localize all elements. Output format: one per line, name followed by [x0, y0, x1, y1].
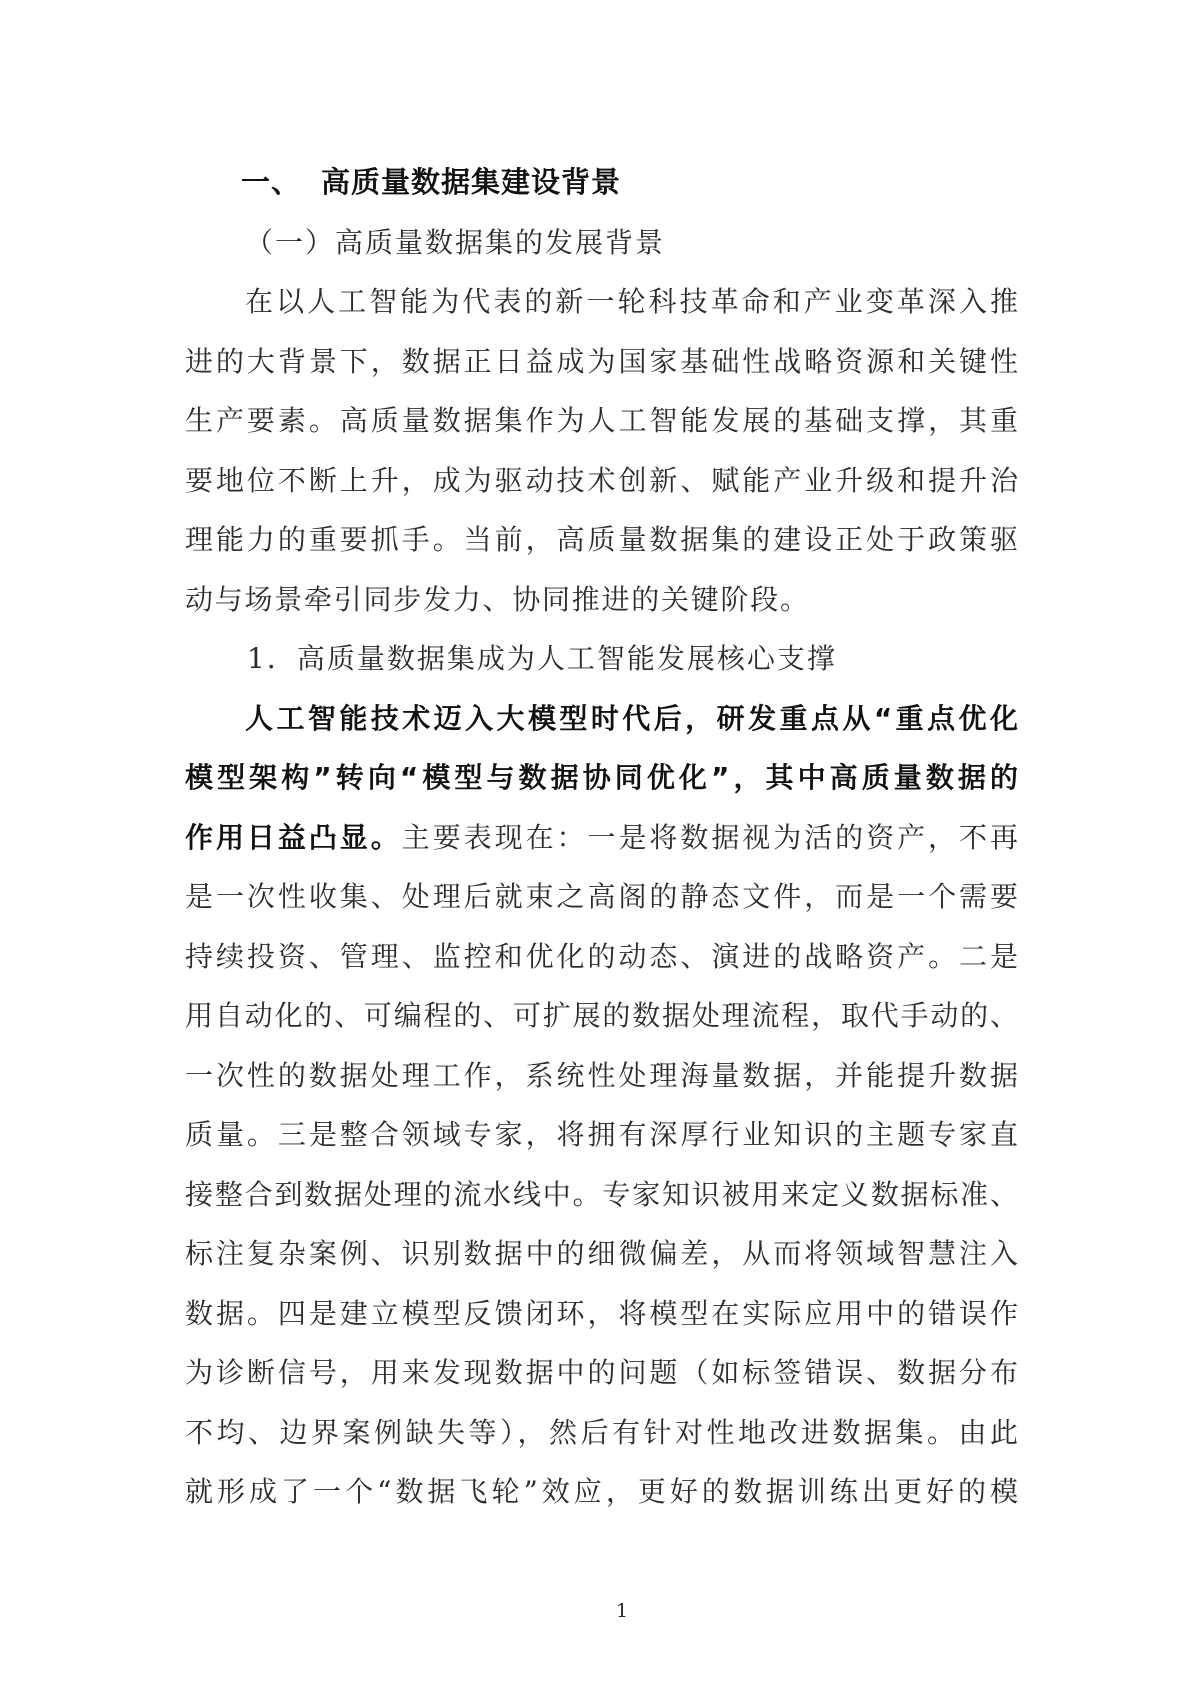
- paragraph-2-line: 用自动化的、可编程的、可扩展的数据处理流程，取代手动的、: [185, 999, 1018, 1032]
- paragraph-2-line: 数据。四是建立模型反馈闭环，将模型在实际应用中的错误作: [185, 1296, 1018, 1330]
- paragraph-2-bold-lead: 作用日益凸显。: [185, 820, 402, 854]
- subsection-heading: （一）高质量数据集的发展背景: [245, 225, 666, 259]
- page-number: 1: [615, 1600, 629, 1622]
- paragraph-1-line: 进的大背景下，数据正日益成为国家基础性战略资源和关键性: [185, 344, 1018, 378]
- section-heading: [185, 153, 1018, 213]
- paragraph-2-regular-text: 主要表现在：一是将数据视为活的资产，不再: [401, 820, 1018, 854]
- paragraph-2-line: 不均、边界案例缺失等），然后有针对性地改进数据集。由此: [185, 1415, 1018, 1449]
- paragraph-1-line: 在以人工智能为代表的新一轮科技革命和产业变革深入推: [245, 285, 1018, 318]
- paragraph-1-line: 理能力的重要抓手。当前，高质量数据集的建设正处于政策驱: [185, 523, 1018, 556]
- paragraph-1-line: 生产要素。高质量数据集作为人工智能发展的基础支撑，其重: [185, 404, 1018, 437]
- paragraph-2-line: 接整合到数据处理的流水线中。专家知识被用来定义数据标准、: [185, 1177, 1018, 1211]
- section-heading-number: 一、: [241, 165, 302, 199]
- paragraph-1-line: 动与场景牵引同步发力、协同推进的关键阶段。: [185, 582, 810, 616]
- paragraph-2-mixed-line: [185, 808, 1018, 868]
- paragraph-2-bold-line: 人工智能技术迈入大模型时代后，研发重点从“重点优化: [245, 701, 1018, 735]
- document-body: [185, 153, 1018, 1522]
- paragraph-2-bold-line: 模型架构”转向“模型与数据协同优化”，其中高质量数据的: [185, 761, 1018, 794]
- paragraph-1-line: 要地位不断上升，成为驱动技术创新、赋能产业升级和提升治: [185, 463, 1018, 497]
- paragraph-2-line: 是一次性收集、处理后就束之高阁的静态文件，而是一个需要: [185, 880, 1018, 913]
- section-heading-title: 高质量数据集建设背景: [321, 165, 622, 199]
- paragraph-2-line: 质量。三是整合领域专家，将拥有深厚行业知识的主题专家直: [185, 1118, 1018, 1151]
- paragraph-2-line: 为诊断信号，用来发现数据中的问题（如标签错误、数据分布: [185, 1356, 1018, 1389]
- paragraph-2-line: 标注复杂案例、识别数据中的细微偏差，从而将领域智慧注入: [185, 1237, 1018, 1270]
- item-1-title: 1．高质量数据集成为人工智能发展核心支撑: [247, 642, 837, 675]
- paragraph-2-line: 持续投资、管理、监控和优化的动态、演进的战略资产。二是: [185, 939, 1018, 973]
- paragraph-2-line: 就形成了一个“数据飞轮”效应，更好的数据训练出更好的模: [185, 1475, 1018, 1508]
- paragraph-2-line: 一次性的数据处理工作，系统性处理海量数据，并能提升数据: [185, 1058, 1018, 1092]
